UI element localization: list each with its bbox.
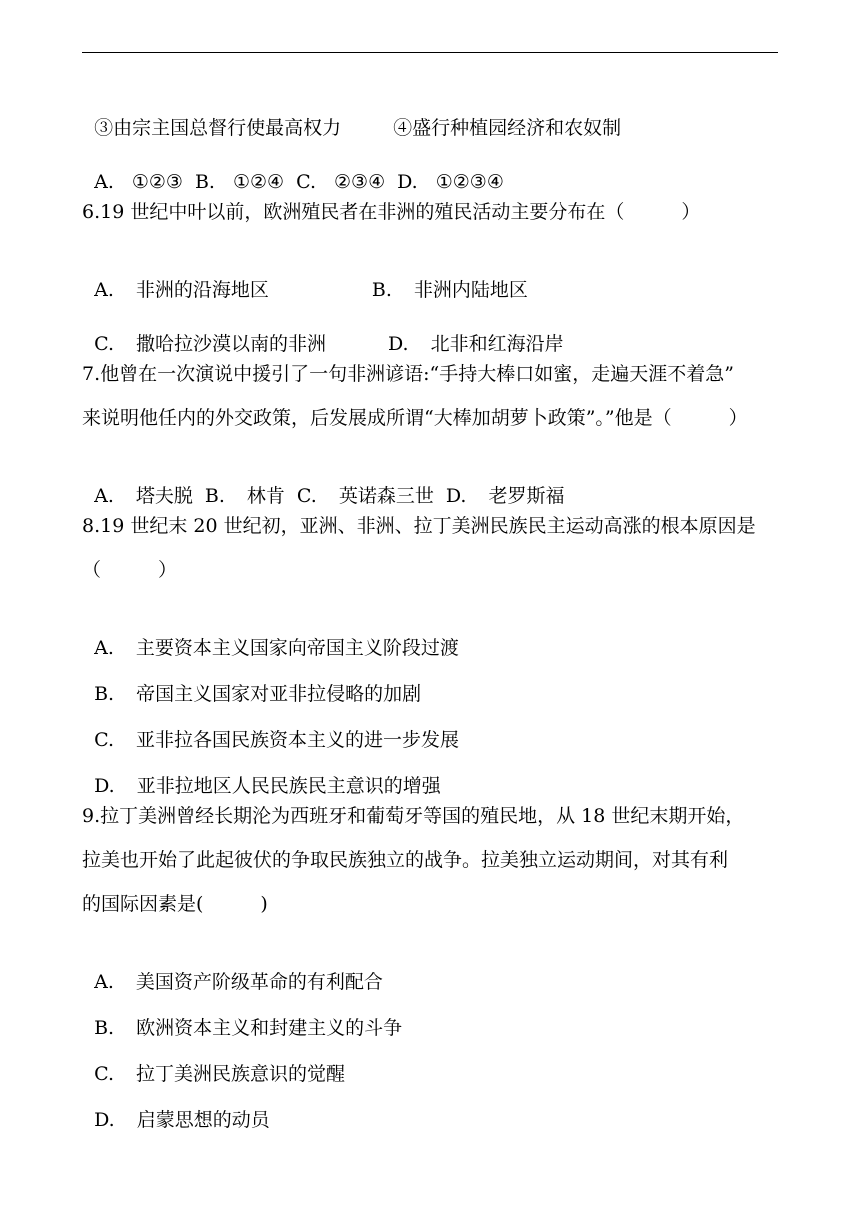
q7-stem-line2: 来说明他任内的外交政策，后发展成所谓“大棒加胡萝卜政策”。”他是（ ） [82,407,748,429]
q5-option-c-text: ②③④ [334,171,386,193]
q9-option-a-text: 美国资产阶级革命的有利配合 [135,971,383,993]
q8-option-d-text: 亚非拉地区人民民族民主意识的增强 [136,775,441,797]
q5-statement-3: ③由宗主国总督行使最高权力 [94,117,342,139]
q6-option-a-text: 非洲的沿海地区 [135,279,269,301]
q8-option-d-label: D. [94,775,115,797]
q7-stem-line1: 7.他曾在一次演说中援引了一句非洲谚语:“手持大棒口如蜜，走遍天涯不着急” [82,363,734,385]
q7-option-c-text: 英诺森三世 [338,485,434,507]
q9-option-b-text: 欧洲资本主义和封建主义的斗争 [136,1017,403,1039]
q7-option-c-label: C. [296,485,317,507]
header-rule [82,52,778,53]
q7-option-d-label: D. [445,485,467,507]
q9-stem-line1: 9.拉丁美洲曾经长期沦为西班牙和葡萄牙等国的殖民地，从 18 世纪末期开始， [82,805,745,827]
q8-option-b-text: 帝国主义国家对亚非拉侵略的加剧 [136,683,422,705]
q6-option-d-text: 北非和红海沿岸 [430,333,564,355]
q9-option-d-label: D. [94,1109,115,1131]
q6-options-row1 [82,254,528,302]
q5-options [82,146,504,194]
q8-option-b [82,658,421,706]
q8-option-b-label: B. [94,683,115,705]
q9-option-a [82,946,383,994]
q5-option-b-text: ①②④ [232,171,285,193]
q8-option-c-text: 亚非拉各国民族资本主义的进一步发展 [136,729,460,751]
q6-options-row2 [82,308,564,356]
q7-option-a-text: 塔夫脱 [135,485,193,507]
q8-stem-line1: 8.19 世纪末 20 世纪初，亚洲、非洲、拉丁美洲民族民主运动高涨的根本原因是 [82,515,756,537]
q7-option-b-label: B. [204,485,225,507]
q9-stem-line2: 拉美也开始了此起彼伏的争取民族独立的战争。拉美独立运动期间，对其有利 [82,849,729,871]
q5-option-a-text: ①②③ [131,171,183,193]
q6-option-c-label: C. [94,333,114,355]
q8-option-c-label: C. [94,729,114,751]
q9-stem-line3: 的国际因素是( ) [82,893,268,915]
q9-option-b [82,992,402,1040]
q7-option-b-text: 林肯 [246,485,285,507]
q9-option-c [82,1038,345,1086]
q6-option-b-label: B. [371,279,392,301]
q7-option-d-text: 老罗斯福 [488,485,565,507]
q6-option-c-text: 撒哈拉沙漠以南的非洲 [136,333,327,355]
q7-options [82,460,564,508]
q5-option-c-label: C. [296,171,316,193]
q7-option-a-label: A. [94,485,114,507]
q8-option-a-label: A. [94,637,114,659]
q5-statements [82,92,621,140]
q5-option-b-label: B. [194,171,215,193]
q8-option-d [82,750,441,798]
q9-option-c-text: 拉丁美洲民族意识的觉醒 [136,1063,346,1085]
q8-stem-line2: （ ） [82,559,178,581]
q9-option-d [82,1084,270,1132]
q9-option-b-label: B. [94,1017,115,1039]
q9-option-a-label: A. [94,971,114,993]
q6-option-b-text: 非洲内陆地区 [413,279,528,301]
q5-statement-4: ④盛行种植园经济和农奴制 [393,117,622,139]
q8-option-a [82,612,459,660]
q8-option-c [82,704,459,752]
q9-option-d-text: 启蒙思想的动员 [136,1109,270,1131]
q9-option-c-label: C. [94,1063,114,1085]
q8-option-a-text: 主要资本主义国家向帝国主义阶段过渡 [135,637,459,659]
q5-option-d-text: ①②③④ [435,171,504,193]
q6-option-a-label: A. [94,279,114,301]
q6-stem: 6.19 世纪中叶以前，欧洲殖民者在非洲的殖民活动主要分布在（ ） [82,201,701,223]
q5-option-d-label: D. [397,171,418,193]
q5-option-a-label: A. [94,171,114,193]
q6-option-d-label: D. [388,333,409,355]
